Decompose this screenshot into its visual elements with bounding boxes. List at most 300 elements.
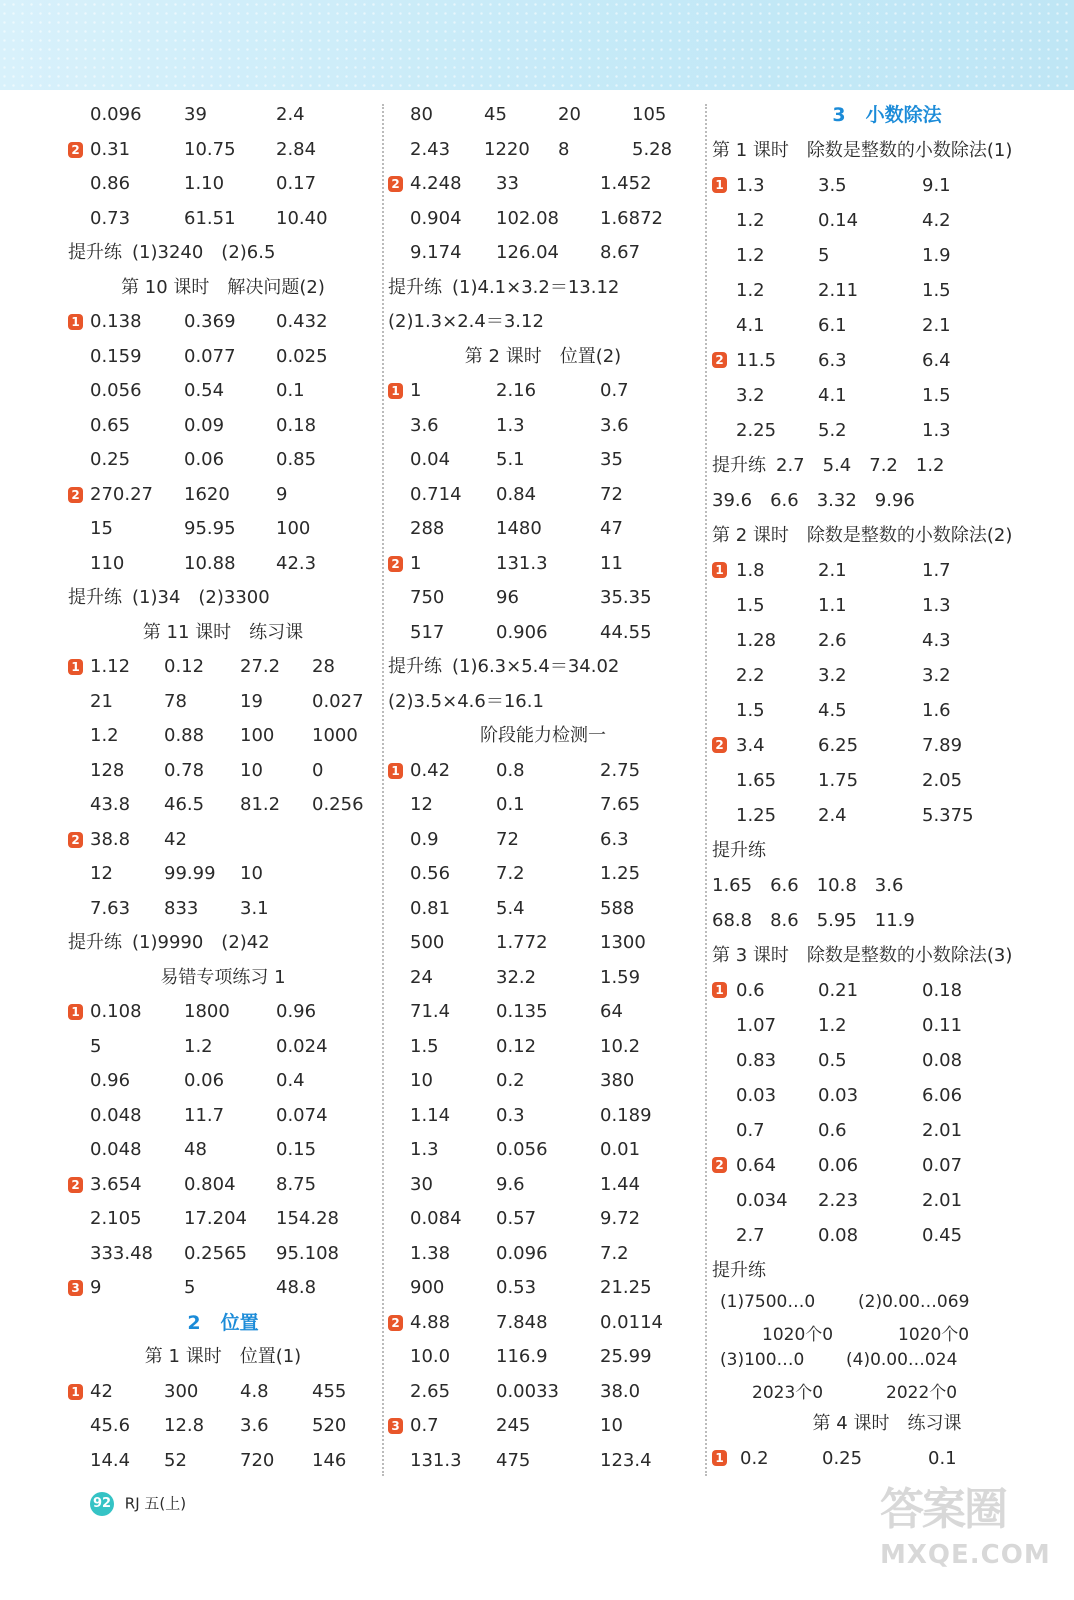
answer-value: 1.3 bbox=[922, 595, 951, 616]
answer-row bbox=[388, 1168, 698, 1203]
answer-value: 2.1 bbox=[818, 560, 847, 581]
answer-row bbox=[712, 1183, 1062, 1218]
answer-value: 0.0114 bbox=[600, 1311, 663, 1333]
answer-value: 0.65 bbox=[90, 414, 131, 436]
answer-row bbox=[68, 1064, 378, 1099]
answer-row bbox=[68, 167, 378, 202]
extension-practice bbox=[388, 271, 698, 306]
question-number-badge: 2 bbox=[712, 737, 727, 753]
answer-value: 1.65 bbox=[736, 770, 777, 791]
answer-value: 0.83 bbox=[736, 1050, 777, 1071]
answer-value: 0.048 bbox=[90, 1139, 142, 1160]
answer-row bbox=[712, 658, 1062, 693]
answer-value: 1300 bbox=[600, 932, 646, 953]
answer-value: 9.6 bbox=[496, 1173, 525, 1195]
answer-value: 1.8 bbox=[736, 560, 765, 581]
answer-value: 2.75 bbox=[600, 759, 641, 781]
extension-label: 提升练 bbox=[68, 587, 122, 608]
answer-value: 1.6 bbox=[922, 700, 951, 721]
answer-value: 0.86 bbox=[90, 173, 131, 194]
answer-row bbox=[388, 236, 698, 271]
answer-value: 2.43 bbox=[410, 138, 451, 160]
question-number-badge: 2 bbox=[388, 176, 403, 192]
answer-value: 0.135 bbox=[496, 1001, 548, 1022]
answer-value: 588 bbox=[600, 897, 635, 919]
answer-row bbox=[388, 547, 698, 582]
answer-value: 750 bbox=[410, 587, 445, 608]
answer-value: 3.2 bbox=[818, 665, 847, 686]
answer-row bbox=[388, 167, 698, 202]
answer-value: 39 bbox=[184, 104, 207, 125]
answer-value: 0.8 bbox=[496, 759, 525, 781]
answer-row bbox=[388, 1375, 698, 1410]
answer-value: 0.11 bbox=[922, 1015, 963, 1036]
answer-value: 900 bbox=[410, 1277, 445, 1298]
edition-label: RJ 五(上) bbox=[124, 1494, 187, 1513]
answer-value: 10.75 bbox=[184, 138, 236, 160]
answer-value: 12 bbox=[90, 863, 113, 884]
answer-value: 10.0 bbox=[410, 1346, 451, 1367]
answer-value: 720 bbox=[240, 1449, 275, 1471]
section-title: 位置 bbox=[220, 1311, 259, 1334]
answer-value: 0.21 bbox=[818, 980, 859, 1001]
answer-value: 25.99 bbox=[600, 1346, 652, 1367]
answer-value: 0.25 bbox=[822, 1448, 863, 1469]
answer-value: 7.2 bbox=[496, 863, 525, 884]
ellipsis-answer-1: (1)7500…0 1020个0 bbox=[720, 1292, 834, 1345]
answer-row bbox=[388, 857, 698, 892]
answer-value: 42.3 bbox=[276, 552, 317, 574]
answer-value: 131.3 bbox=[410, 1449, 462, 1471]
answer-row bbox=[68, 892, 378, 927]
answer-value: 1 bbox=[410, 552, 422, 574]
answer-value: 5.4 bbox=[496, 897, 525, 919]
question-number-badge: 1 bbox=[388, 383, 403, 399]
answer-value: 146 bbox=[312, 1449, 347, 1471]
answer-value: 0.57 bbox=[496, 1208, 537, 1229]
extension-answer: (1)34 (2)3300 bbox=[132, 587, 270, 608]
answer-row bbox=[68, 1444, 378, 1479]
answer-value: 64 bbox=[600, 1001, 623, 1022]
answer-value: 0.25 bbox=[90, 449, 131, 470]
answer-value: 0.096 bbox=[496, 1242, 548, 1264]
answer-row bbox=[712, 553, 1062, 588]
answer-line: (2)1.3×2.4＝3.12 bbox=[388, 311, 544, 332]
section-heading bbox=[712, 98, 1062, 133]
answer-value: 0.9 bbox=[410, 828, 439, 850]
answer-value: 24 bbox=[410, 966, 433, 988]
answer-value: 6.1 bbox=[818, 315, 847, 336]
answer-row bbox=[388, 202, 698, 237]
answer-value: 0.15 bbox=[276, 1139, 317, 1160]
answer-row bbox=[68, 1202, 378, 1237]
answer-row bbox=[68, 788, 378, 823]
answer-value: 0.07 bbox=[922, 1155, 963, 1176]
answer-value: 8.75 bbox=[276, 1173, 317, 1195]
answer-row bbox=[712, 763, 1062, 798]
answer-value: 0.6 bbox=[736, 980, 765, 1001]
answer-row bbox=[712, 378, 1062, 413]
question-number-badge: 2 bbox=[388, 556, 403, 572]
answer-value: 80 bbox=[410, 104, 433, 125]
answer-row bbox=[68, 823, 378, 858]
answer-value: 10 bbox=[410, 1070, 433, 1091]
answer-row bbox=[388, 1444, 698, 1479]
answer-value: 0.88 bbox=[164, 725, 205, 746]
answer-value: 0.7 bbox=[600, 380, 629, 401]
answer-row bbox=[712, 168, 1062, 203]
answer-value: 0.03 bbox=[818, 1085, 859, 1106]
answer-row bbox=[712, 273, 1062, 308]
answer-value: 11.5 bbox=[736, 350, 777, 371]
answer-value: 288 bbox=[410, 518, 445, 539]
answer-value: 3.5 bbox=[818, 175, 847, 196]
answer-row bbox=[712, 1113, 1062, 1148]
answer-row bbox=[712, 203, 1062, 238]
answer-row bbox=[712, 973, 1062, 1008]
question-number-badge: 1 bbox=[68, 659, 83, 675]
answer-value: 0.1 bbox=[496, 794, 525, 815]
answer-value: 4.248 bbox=[410, 173, 462, 194]
answer-value: 2.7 bbox=[736, 1225, 765, 1246]
answer-value: 10 bbox=[240, 863, 263, 884]
answer-value: 10.88 bbox=[184, 552, 236, 574]
answer-value: 100 bbox=[276, 518, 311, 539]
answer-value: 99.99 bbox=[164, 863, 216, 884]
question-number-badge: 2 bbox=[68, 1177, 83, 1193]
answer-value: 0.077 bbox=[184, 345, 236, 367]
answer-row bbox=[388, 1030, 698, 1065]
answer-value: 11.7 bbox=[184, 1104, 225, 1126]
answer-value: 7.848 bbox=[496, 1311, 548, 1333]
answer-row bbox=[712, 1218, 1062, 1253]
answer-row bbox=[388, 374, 698, 409]
answer-value: 0.1 bbox=[276, 380, 305, 401]
answer-row bbox=[68, 1030, 378, 1065]
answer-value: 131.3 bbox=[496, 552, 548, 574]
answer-row bbox=[68, 443, 378, 478]
answer-row bbox=[388, 409, 698, 444]
question-number-badge: 2 bbox=[68, 142, 83, 158]
answer-value: 4.5 bbox=[818, 700, 847, 721]
extension-answer: 2.7 5.4 7.2 1.2 bbox=[776, 455, 945, 476]
answer-row bbox=[712, 798, 1062, 833]
extension-answer: (1)6.3×5.4＝34.02 bbox=[452, 656, 620, 677]
answer-value: 8.67 bbox=[600, 242, 641, 263]
answer-value: 30 bbox=[410, 1173, 433, 1195]
lesson-heading: 第 1 课时 除数是整数的小数除法(1) bbox=[712, 140, 1013, 161]
question-number-badge: 1 bbox=[68, 1004, 83, 1020]
answer-value: 1480 bbox=[496, 518, 542, 539]
extension-practice bbox=[68, 581, 378, 616]
question-number-badge: 1 bbox=[68, 1384, 83, 1400]
answer-row bbox=[388, 443, 698, 478]
answer-value: 116.9 bbox=[496, 1346, 548, 1367]
answer-value: 2.84 bbox=[276, 138, 317, 160]
answer-row bbox=[712, 1148, 1062, 1183]
answer-row bbox=[388, 754, 698, 789]
answer-value: 128 bbox=[90, 759, 125, 781]
answer-value: 1.3 bbox=[410, 1139, 439, 1160]
answer-value: 0.3 bbox=[496, 1104, 525, 1126]
answer-row bbox=[68, 133, 378, 168]
answer-value: 1.2 bbox=[818, 1015, 847, 1036]
answer-line: 68.8 8.6 5.95 11.9 bbox=[712, 910, 915, 931]
answer-value: 14.4 bbox=[90, 1449, 131, 1471]
answer-value: 0.256 bbox=[312, 794, 364, 815]
answer-value: 95.95 bbox=[184, 518, 236, 539]
extension-label: 提升练 bbox=[68, 242, 122, 263]
answer-value: 0.03 bbox=[736, 1085, 777, 1106]
answer-row bbox=[712, 623, 1062, 658]
answer-value: 1.5 bbox=[922, 280, 951, 301]
extension-label: 提升练 bbox=[712, 840, 766, 861]
answer-row bbox=[712, 1043, 1062, 1078]
answer-value: 38.0 bbox=[600, 1380, 641, 1402]
answer-value: 0.4 bbox=[276, 1070, 305, 1091]
answer-value: 5.28 bbox=[632, 138, 673, 160]
answer-row bbox=[68, 857, 378, 892]
answer-row bbox=[68, 1099, 378, 1134]
lesson-heading: 第 11 课时 练习课 bbox=[142, 621, 304, 643]
answer-value: 0.189 bbox=[600, 1104, 652, 1126]
answer-value: 2.2 bbox=[736, 665, 765, 686]
answer-value: 0.084 bbox=[410, 1208, 462, 1229]
answer-value: 1.2 bbox=[736, 280, 765, 301]
answer-value: 5 bbox=[818, 245, 830, 266]
section-number: 3 bbox=[832, 104, 846, 126]
answer-column-3 bbox=[712, 98, 1062, 1476]
answer-value: 0.09 bbox=[184, 414, 225, 436]
answer-row bbox=[388, 1340, 698, 1375]
answer-value: 72 bbox=[496, 828, 519, 850]
answer-row bbox=[68, 547, 378, 582]
answer-value: 0.2565 bbox=[184, 1242, 247, 1264]
answer-value: 1 bbox=[410, 380, 422, 401]
answer-value: 12 bbox=[410, 794, 433, 815]
question-number-badge: 2 bbox=[712, 1157, 727, 1173]
answer-value: 6.25 bbox=[818, 735, 859, 756]
answer-row bbox=[68, 478, 378, 513]
answer-value: 0.18 bbox=[276, 414, 317, 436]
answer-value: 7.65 bbox=[600, 794, 641, 815]
answer-value: 833 bbox=[164, 897, 199, 919]
answer-value: 15 bbox=[90, 518, 113, 539]
answer-value: 1.2 bbox=[736, 210, 765, 231]
answer-value: 1.2 bbox=[184, 1035, 213, 1057]
answer-value: 0.369 bbox=[184, 311, 236, 332]
answer-value: 0.45 bbox=[922, 1225, 963, 1246]
answer-value: 0.84 bbox=[496, 483, 537, 505]
answer-value: 21.25 bbox=[600, 1277, 652, 1298]
answer-value: 0.14 bbox=[818, 210, 859, 231]
answer-value: 1.14 bbox=[410, 1104, 451, 1126]
answer-value: 270.27 bbox=[90, 483, 153, 505]
answer-value: 455 bbox=[312, 1380, 347, 1402]
answer-value: 123.4 bbox=[600, 1449, 652, 1471]
answer-value: 71.4 bbox=[410, 1001, 451, 1022]
answer-value: 0.6 bbox=[818, 1120, 847, 1141]
answer-value: 28 bbox=[312, 656, 335, 677]
answer-value: 4.8 bbox=[240, 1380, 269, 1402]
watermark: 答案圈 MXQE.COM bbox=[880, 1484, 1051, 1570]
answer-value: 5 bbox=[184, 1277, 196, 1298]
question-number-badge: 3 bbox=[388, 1418, 403, 1434]
answer-value: 0.81 bbox=[410, 897, 451, 919]
answer-value: 5.1 bbox=[496, 449, 525, 470]
answer-value: 9.72 bbox=[600, 1208, 641, 1229]
answer-value: 9.1 bbox=[922, 175, 951, 196]
answer-value: 2.23 bbox=[818, 1190, 859, 1211]
answer-value: 1.7 bbox=[922, 560, 951, 581]
answer-row bbox=[388, 133, 698, 168]
answer-value: 0.12 bbox=[496, 1035, 537, 1057]
answer-value: 95.108 bbox=[276, 1242, 339, 1264]
answer-value: 0.5 bbox=[818, 1050, 847, 1071]
answer-value: 0.108 bbox=[90, 1001, 142, 1022]
question-number-badge: 1 bbox=[388, 763, 403, 779]
answer-value: 0.7 bbox=[736, 1120, 765, 1141]
answer-value: 0.06 bbox=[818, 1155, 859, 1176]
answer-value: 2.11 bbox=[818, 280, 859, 301]
answer-value: 0.56 bbox=[410, 863, 451, 884]
answer-value: 6.06 bbox=[922, 1085, 963, 1106]
answer-value: 1.5 bbox=[736, 595, 765, 616]
answer-line: 1.65 6.6 10.8 3.6 bbox=[712, 875, 904, 896]
answer-row bbox=[388, 961, 698, 996]
question-number-badge: 1 bbox=[712, 177, 727, 193]
answer-value: 1.07 bbox=[736, 1015, 777, 1036]
section-number: 2 bbox=[187, 1311, 201, 1334]
answer-value: 48.8 bbox=[276, 1277, 317, 1298]
answer-value: 47 bbox=[600, 518, 623, 539]
column-divider bbox=[382, 104, 384, 1476]
lesson-heading: 易错专项练习 1 bbox=[160, 966, 286, 988]
answer-value: 0.42 bbox=[410, 759, 451, 781]
answer-value: 7.63 bbox=[90, 897, 131, 919]
answer-row bbox=[68, 1271, 378, 1306]
answer-row bbox=[388, 1306, 698, 1341]
answer-row bbox=[712, 413, 1062, 448]
answer-value: 6.3 bbox=[818, 350, 847, 371]
answer-value: 0.904 bbox=[410, 207, 462, 229]
answer-value: 43.8 bbox=[90, 794, 131, 815]
answer-value: 11 bbox=[600, 552, 623, 574]
answer-value: 1.5 bbox=[736, 700, 765, 721]
answer-value: 48 bbox=[184, 1139, 207, 1160]
answer-value: 2.65 bbox=[410, 1380, 451, 1402]
answer-value: 10 bbox=[600, 1415, 623, 1436]
answer-value: 0.056 bbox=[90, 380, 142, 401]
answer-value: 0.08 bbox=[922, 1050, 963, 1071]
answer-value: 8 bbox=[558, 138, 570, 160]
answer-value: 9.174 bbox=[410, 242, 462, 263]
answer-row bbox=[388, 1133, 698, 1168]
answer-value: 126.04 bbox=[496, 242, 559, 263]
answer-value: 27.2 bbox=[240, 656, 281, 677]
answer-value: 21 bbox=[90, 690, 113, 712]
answer-value: 1620 bbox=[184, 483, 230, 505]
extension-practice bbox=[712, 448, 1062, 483]
answer-value: 517 bbox=[410, 621, 445, 643]
answer-value: 1800 bbox=[184, 1001, 230, 1022]
section-heading bbox=[68, 1306, 378, 1341]
question-number-badge: 1 bbox=[712, 982, 727, 998]
answer-value: 1.3 bbox=[496, 414, 525, 436]
answer-row bbox=[388, 98, 698, 133]
answer-value: 35.35 bbox=[600, 587, 652, 608]
answer-value: 0.025 bbox=[276, 345, 328, 367]
answer-value: 0.01 bbox=[600, 1139, 641, 1160]
answer-value: 0.048 bbox=[90, 1104, 142, 1126]
answer-value: 2.4 bbox=[276, 104, 305, 125]
answer-value: 2.1 bbox=[922, 315, 951, 336]
answer-value: 6.4 bbox=[922, 350, 951, 371]
extension-label: 提升练 bbox=[712, 455, 766, 476]
answer-row bbox=[68, 650, 378, 685]
section-title: 小数除法 bbox=[865, 104, 942, 126]
answer-value: 475 bbox=[496, 1449, 531, 1471]
answer-row bbox=[68, 305, 378, 340]
ellipsis-answer-2: (2)0.00…069 1020个0 bbox=[858, 1292, 970, 1345]
answer-value: 9 bbox=[276, 483, 288, 505]
answer-value: 1.3 bbox=[922, 420, 951, 441]
extension-label: 提升练 bbox=[712, 1260, 766, 1281]
answer-value: 1.12 bbox=[90, 656, 131, 677]
answer-row bbox=[388, 616, 698, 651]
answer-value: 0.034 bbox=[736, 1190, 788, 1211]
answer-value: 2.05 bbox=[922, 770, 963, 791]
answer-value: 4.2 bbox=[922, 210, 951, 231]
answer-value: 4.1 bbox=[736, 315, 765, 336]
question-number-badge: 2 bbox=[68, 487, 83, 503]
answer-value: 19 bbox=[240, 690, 263, 712]
answer-row bbox=[68, 512, 378, 547]
answer-value: 154.28 bbox=[276, 1208, 339, 1229]
answer-value: 2.105 bbox=[90, 1208, 142, 1229]
answer-row bbox=[68, 685, 378, 720]
answer-line: (2)3.5×4.6＝16.1 bbox=[388, 690, 544, 712]
answer-value: 1.1 bbox=[818, 595, 847, 616]
answer-value: 0.1 bbox=[928, 1448, 957, 1469]
answer-value: 0.78 bbox=[164, 759, 205, 781]
answer-row bbox=[68, 340, 378, 375]
question-number-badge: 1 bbox=[712, 562, 727, 578]
answer-value: 0.906 bbox=[496, 621, 548, 643]
answer-value: 1.772 bbox=[496, 932, 548, 953]
answer-value: 0.96 bbox=[276, 1001, 317, 1022]
answer-value: 1.452 bbox=[600, 173, 652, 194]
answer-row bbox=[712, 693, 1062, 728]
answer-value: 333.48 bbox=[90, 1242, 153, 1264]
answer-value: 6.3 bbox=[600, 828, 629, 850]
answer-value: 1.2 bbox=[90, 725, 119, 746]
answer-value: 0.7 bbox=[410, 1415, 439, 1436]
answer-row bbox=[388, 995, 698, 1030]
answer-value: 3.2 bbox=[736, 385, 765, 406]
answer-value: 10.2 bbox=[600, 1035, 641, 1057]
answer-value: 1.9 bbox=[922, 245, 951, 266]
answer-value: 2.01 bbox=[922, 1190, 963, 1211]
answer-value: 20 bbox=[558, 104, 581, 125]
answer-row bbox=[68, 374, 378, 409]
answer-row bbox=[388, 892, 698, 927]
answer-value: 0.96 bbox=[90, 1070, 131, 1091]
answer-row bbox=[388, 926, 698, 961]
answer-value: 3.6 bbox=[600, 414, 629, 436]
answer-value: 520 bbox=[312, 1415, 347, 1436]
answer-value: 1.2 bbox=[736, 245, 765, 266]
